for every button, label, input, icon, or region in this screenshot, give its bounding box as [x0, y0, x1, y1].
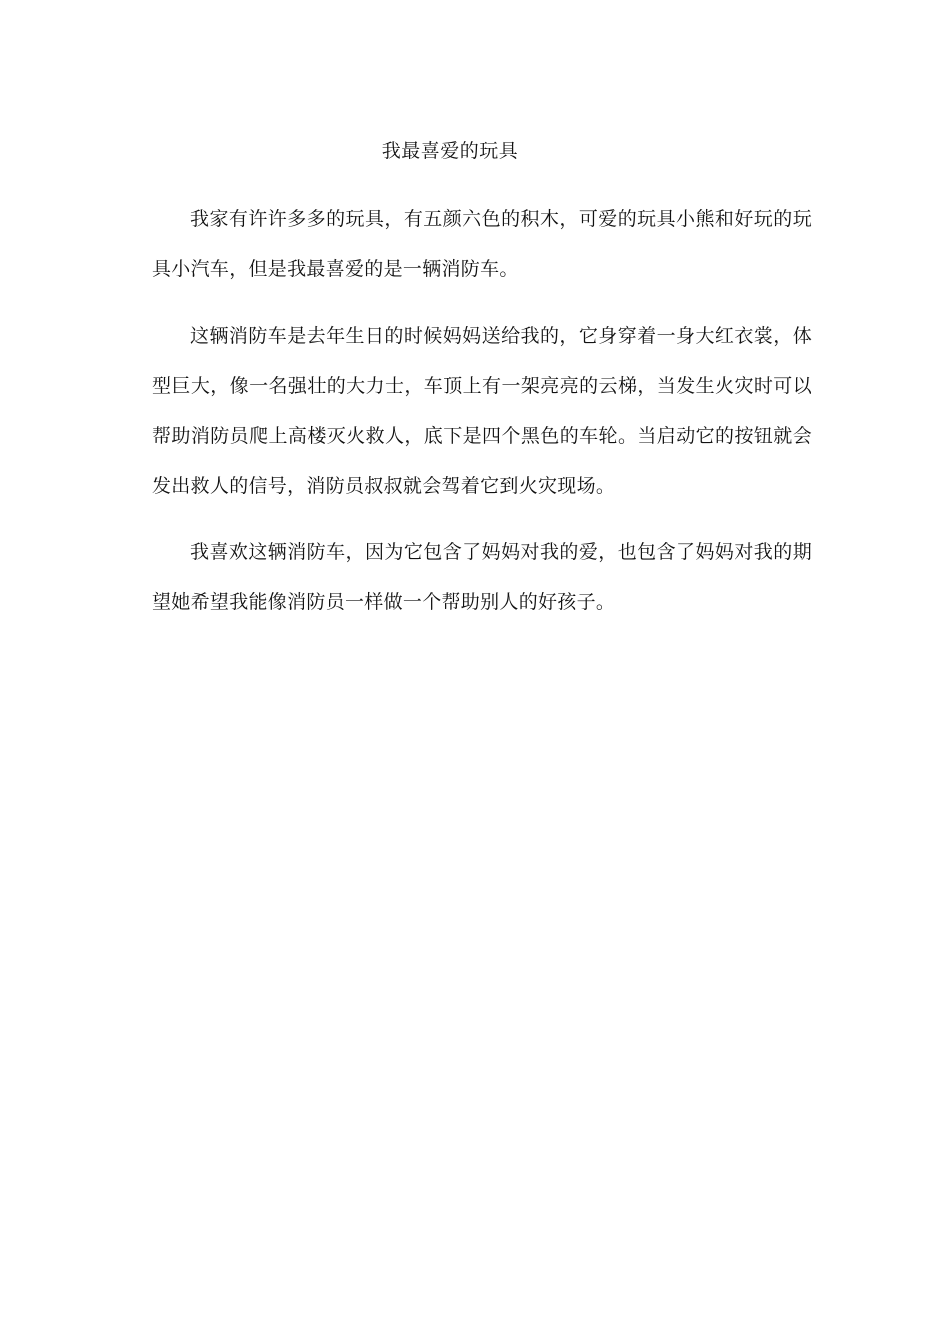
paragraph-3: 我喜欢这辆消防车，因为它包含了妈妈对我的爱，也包含了妈妈对我的期望她希望我能像消防员一样做一个帮助别人的好孩子。	[152, 541, 812, 613]
document-title: 我最喜爱的玩具	[381, 140, 519, 162]
paragraph-2: 这辆消防车是去年生日的时候妈妈送给我的，它身穿着一身大红衣裳，体型巨大，像一名强壮的大力士，车顶上有一架亮亮的云梯，当发生火灾时可以帮助消防员爬上高楼灭火救人，底下是四个黑色的车轮。当启动它的按钮就会发出救人的信号，消防员叔叔就会驾着它到火灾现场。	[152, 325, 812, 497]
paragraph-1: 我家有许许多多的玩具，有五颜六色的积木，可爱的玩具小熊和好玩的玩具小汽车，但是我最喜爱的是一辆消防车。	[152, 208, 812, 280]
